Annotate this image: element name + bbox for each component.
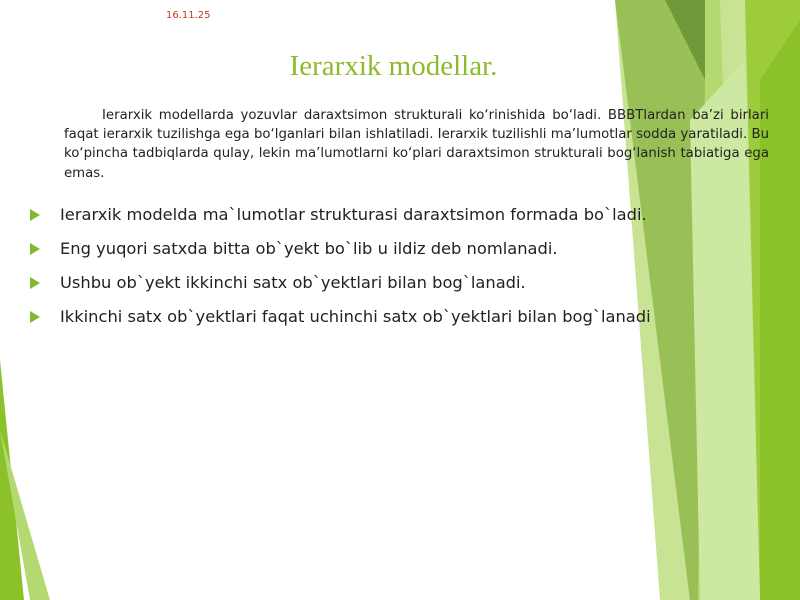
- bullet-text: Ikkinchi satx ob`yektlari faqat uchinchi satx ob`yektlari bilan bog`lanadi: [60, 307, 651, 326]
- triangle-bullet-icon: [30, 209, 40, 221]
- triangle-bullet-icon: [30, 277, 40, 289]
- bullet-item: [30, 306, 750, 340]
- triangle-bullet-icon: [30, 311, 40, 323]
- slide-date: 16.11.25: [166, 10, 211, 21]
- bullet-item: [30, 272, 750, 306]
- slide-title: Ierarxik modellar.: [289, 50, 498, 82]
- bullet-text: Ushbu ob`yekt ikkinchi satx ob`yektlari bilan bog`lanadi.: [60, 273, 526, 292]
- bullet-list: [30, 204, 750, 340]
- intro-paragraph: Ierarxik modellarda yozuvlar daraxtsimon strukturali ko‘rinishida bo‘ladi. BBBTlardan ba’zi birlari faqat ierarxik tuzilishga ega bo‘lganlari bilan ishlatiladi. Ierarxik tuzilishli ma’lumotlar sodda yaratiladi. Bu ko‘pincha tadbiqlarda qulay, lekin ma’lumotlarni ko‘plari daraxtsimon strukturali bog‘lanish tabiatiga ega emas.: [64, 108, 769, 181]
- bullet-item: [30, 238, 750, 272]
- triangle-bullet-icon: [30, 243, 40, 255]
- bullet-text: Ierarxik modelda ma`lumotlar strukturasi daraxtsimon formada bo`ladi.: [60, 205, 647, 224]
- bullet-text: Eng yuqori satxda bitta ob`yekt bo`lib u ildiz deb nomlanadi.: [60, 239, 558, 258]
- bullet-item: [30, 204, 750, 238]
